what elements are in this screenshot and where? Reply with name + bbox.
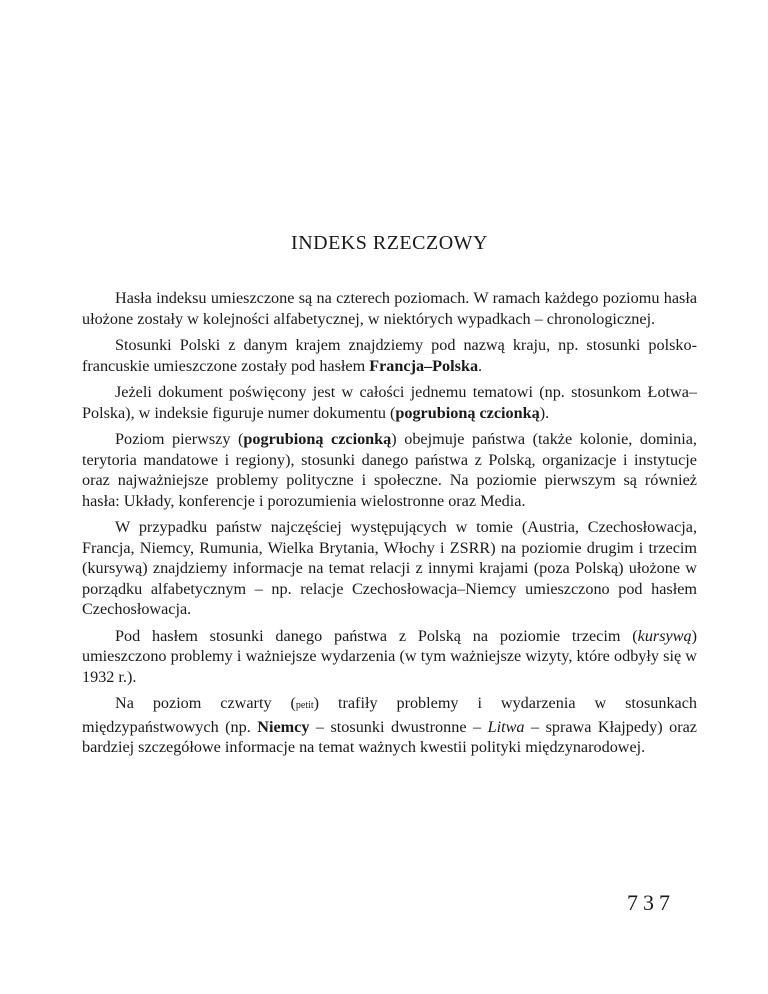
text-run: Poziom pierwszy ( (115, 430, 244, 448)
text-run: Pod hasłem stosunki danego państwa z Polską na poziomie trzecim ( (115, 626, 638, 645)
bold-text: Niemcy (257, 717, 310, 736)
text-run: W przypadku państw najczęściej występujących w tomie (Austria, Czechosłowacja, Francja, Niemcy, Rumunia, Wielka Brytania, Włochy i ZSRR) na poziomie drugim i trzecim (kursywą) znajdziemy informacje na temat relacji z innymi krajami (poza Polską) ułożone w porządku alfabetycznym – np. relacje Czechosłowacja–Niemcy umieszczono pod hasłem Czechosłowacja. (82, 518, 697, 618)
text-run: ) obejmuje państwa (także kolonie, dominia, terytoria mandatowe i regiony), stosunki danego państwa z Polską, organizacje i instytucje oraz najważniejsze problemy polityczne i społeczne. Na poziomie pierwszym są również hasła: Układy, konferencje i porozumienia wielostronne oraz Media. (82, 430, 697, 510)
paragraph (82, 517, 697, 620)
petit-text: petit (295, 700, 314, 711)
text-run: Stosunki Polski z danym krajem znajdziemy pod nazwą kraju, np. stosunki polsko-francuskie umieszczone zostały pod hasłem (82, 336, 697, 375)
text-run: ). (539, 403, 550, 422)
paragraph (82, 382, 697, 423)
document-page (82, 0, 697, 994)
text-run: Hasła indeksu umieszczone są na czterech poziomach. W ramach każdego poziomu hasła ułożone zostały w kolejności alfabetycznej, w niektórych wypadkach – chronologicznej. (82, 289, 697, 328)
page-title: INDEKS RZECZOWY (291, 232, 488, 254)
bold-text: Francja–Polska (369, 356, 479, 375)
italic-text: Litwa (487, 717, 525, 736)
paragraph (82, 626, 697, 688)
text-run: ) trafiły problemy i wydarzenia w stosunkach międzypaństwowych (np. (82, 694, 698, 736)
bold-text: pogrubioną czcionką (243, 430, 392, 448)
paragraph (82, 429, 697, 511)
paragraph (82, 288, 697, 329)
italic-text: kursywą (637, 626, 692, 645)
text-run: Jeżeli dokument poświęcony jest w całości jednemu tematowi (np. stosunkom Łotwa–Polska), w indeksie figuruje numer dokumentu ( (82, 383, 697, 422)
body-text (82, 288, 697, 764)
text-run: ) umieszczono problemy i ważniejsze wydarzenia (w tym ważniejsze wizyty, które odbyły się w 1932 r.). (82, 626, 697, 686)
paragraph (82, 693, 697, 758)
text-run: . (478, 356, 483, 375)
bold-text: pogrubioną czcionką (395, 403, 540, 422)
text-run: Na poziom czwarty ( (115, 694, 296, 712)
paragraph (82, 335, 697, 376)
page-number: 737 (627, 890, 675, 915)
text-run: – stosunki dwustronne – (309, 717, 488, 736)
text-run: – sprawa Kłajpedy) oraz bardziej szczegółowe informacje na temat ważnych kwestii polityki międzynarodowej. (82, 717, 697, 756)
